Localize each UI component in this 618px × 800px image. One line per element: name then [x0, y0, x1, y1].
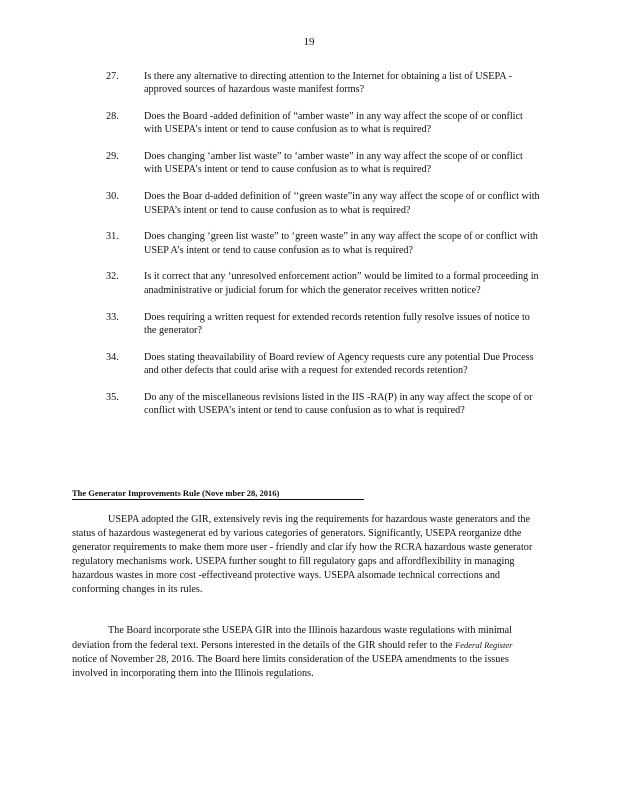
question-item — [106, 190, 542, 217]
body-paragraph: USEPA adopted the GIR, extensively revis ing the requirements for hazardous waste generators and the status of hazardous wastegenerat ed by various categories of generators. Significantly, USEPA reorganize dthe generator requirements to make them more user - friendly and clar ify how the RCRA hazardous waste generator regulatory mechanisms work. USEPA further sought to fill regulatory gaps and affordflexibility in managing hazardous wastes in more cost -effectiveand protective ways. USEPA alsomade technical corrections and conforming changes in its rules. — [72, 514, 533, 595]
question-item — [106, 230, 542, 257]
question-number: 29. — [106, 151, 119, 163]
question-text: Does requiring a written request for extended records retention fully resolve issues of notice to the generator? — [144, 311, 530, 336]
question-number: 32. — [106, 271, 119, 283]
question-item — [106, 150, 542, 177]
question-number: 35. — [106, 391, 119, 403]
paragraph-text: notice of November 28, 2016. The Board here limits consideration of the USEPA amendments to the issues involved in incorporating them into the Illinois regulations. — [72, 654, 509, 679]
question-item — [106, 351, 542, 378]
question-list — [106, 70, 542, 431]
question-number: 31. — [106, 231, 119, 243]
federal-register-italic: Federal Register — [455, 640, 513, 650]
question-item — [106, 70, 542, 97]
question-item — [106, 391, 542, 418]
question-text: Does the Board -added definition of “amber waste” in any way affect the scope of or conflict with USEPA’s intent or tend to cause confusion as to what is required? — [144, 111, 523, 136]
paragraph-text: The Board incorporate sthe USEPA GIR into the Illinois hazardous waste regulations with minimal deviation from the federal text. Persons interested in the details of the GIR should refer to the — [72, 625, 512, 651]
question-text: Does changing ‘amber list waste” to ‘amber waste” in any way affect the scope of or conflict with USEPA’s intent or tend to cause confusion as to what is required? — [144, 151, 523, 176]
question-text: Does stating theavailability of Board review of Agency requests cure any potential Due Process and other defects that could arise with a request for extended records retention? — [144, 351, 534, 376]
question-item — [106, 270, 542, 297]
question-text: Is there any alternative to directing attention to the Internet for obtaining a list of USEPA -approved sources of hazardous waste manifest forms? — [144, 71, 512, 96]
question-item — [106, 311, 542, 338]
page-number: 19 — [303, 36, 315, 48]
section-heading: The Generator Improvements Rule (Nove mber 28, 2016) — [72, 488, 364, 500]
question-text: Does the Boar d-added definition of ‘‘green waste”in any way affect the scope of or conflict with USEPA’s intent or tend to cause confusion as to what is required? — [144, 191, 540, 216]
question-number: 30. — [106, 191, 119, 203]
body-paragraph — [72, 624, 538, 681]
question-number: 28. — [106, 111, 119, 123]
question-number: 27. — [106, 71, 119, 82]
question-text: Is it correct that any ‘unresolved enforcement action” would be limited to a formal proceeding in anadministrative or judicial forum for which the generator receives written notice? — [144, 271, 539, 296]
question-text: Does changing ‘green list waste” to ‘green waste” in any way affect the scope of or conflict with USEP A’s intent or tend to cause confusion as to what is required? — [144, 231, 538, 256]
question-text: Do any of the miscellaneous revisions listed in the IIS -RA(P) in any way affect the scope of or conflict with USEPA’s intent or tend to cause confusion as to what is required? — [144, 391, 533, 417]
question-number: 33. — [106, 311, 119, 323]
question-number: 34. — [106, 351, 119, 363]
question-item — [106, 110, 542, 137]
